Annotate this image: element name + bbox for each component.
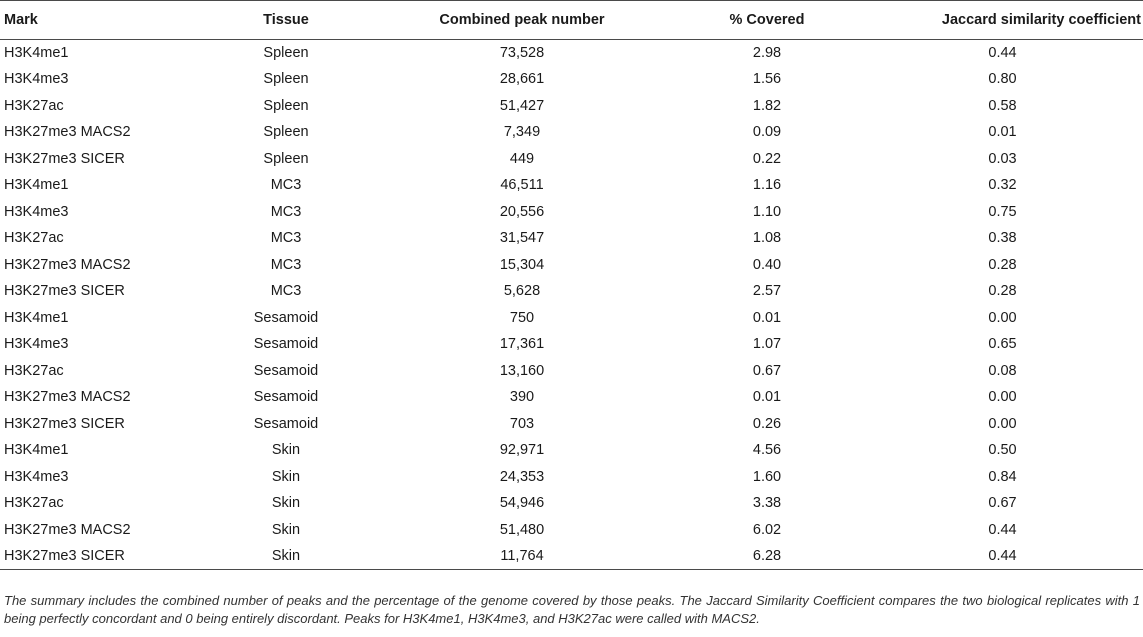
mark-cell: H3K27ac (4, 495, 64, 512)
jaccard-cell: 0.01 (988, 124, 1017, 141)
tissue-cell: MC3 (270, 283, 302, 300)
jaccard-cell: 0.44 (988, 521, 1017, 538)
table-row (0, 225, 1143, 252)
jaccard-cell: 0.80 (988, 71, 1017, 88)
percent-covered-cell: 6.02 (752, 521, 782, 538)
percent-covered-cell: 3.38 (752, 495, 782, 512)
tissue-cell: Sesamoid (253, 415, 319, 432)
header-mark: Mark (0, 1, 200, 40)
peak-number-cell: 13,160 (499, 362, 545, 379)
mark-cell: H3K27me3 MACS2 (4, 521, 131, 538)
tissue-cell: Skin (271, 442, 301, 459)
jaccard-cell: 0.38 (988, 230, 1017, 247)
mark-cell: H3K27me3 SICER (4, 415, 125, 432)
mark-cell: H3K4me3 (4, 336, 69, 353)
peak-number-cell: 24,353 (499, 468, 545, 485)
table-footnote: The summary includes the combined number of peaks and the percentage of the genome covered by those peaks. The Jaccard Similarity Coefficient compares the two biological replicates with 1 being perfectly concordant and 0 being entirely discordant. Peaks for H3K4me1, H3K4me3, and H3K27ac were called with MACS2. (4, 593, 1140, 626)
percent-covered-cell: 6.28 (672, 543, 862, 570)
percent-covered-cell: 0.01 (752, 389, 782, 406)
mark-cell: H3K4me3 (4, 468, 69, 485)
tissue-cell: Spleen (263, 45, 309, 61)
table-row (0, 331, 1143, 358)
mark-cell: H3K4me1 (4, 309, 69, 326)
table-row (0, 358, 1143, 385)
jaccard-cell: 0.58 (988, 97, 1017, 114)
percent-covered-cell: 0.22 (752, 150, 782, 167)
jaccard-cell: 0.44 (988, 45, 1017, 61)
jaccard-cell: 0.50 (988, 442, 1017, 459)
peak-number-cell: 17,361 (499, 336, 545, 353)
table-row (0, 199, 1143, 226)
table-row (0, 119, 1143, 146)
peak-number-cell: 31,547 (499, 230, 545, 247)
mark-cell: H3K4me1 (4, 442, 69, 459)
jaccard-cell: 0.00 (988, 415, 1017, 432)
jaccard-cell: 0.67 (988, 495, 1017, 512)
jaccard-cell: 0.28 (988, 256, 1017, 273)
header-jaccard: Jaccard similarity coefficient (862, 1, 1143, 40)
table-row (0, 490, 1143, 517)
table-row (0, 411, 1143, 438)
peak-number-cell: 51,427 (499, 97, 545, 114)
percent-covered-cell: 1.08 (752, 230, 782, 247)
jaccard-cell: 0.32 (988, 177, 1017, 194)
table-row (0, 40, 1143, 67)
mark-cell: H3K27ac (4, 230, 64, 247)
tissue-cell: Skin (271, 468, 301, 485)
tissue-cell: MC3 (270, 230, 302, 247)
table-body (0, 40, 1143, 570)
table-row (0, 517, 1143, 544)
percent-covered-cell: 2.98 (752, 45, 782, 61)
tissue-cell: Sesamoid (253, 309, 319, 326)
tissue-cell: Spleen (263, 71, 309, 88)
tissue-cell: MC3 (270, 203, 302, 220)
jaccard-cell: 0.84 (988, 468, 1017, 485)
table-row (0, 543, 1143, 570)
mark-cell: H3K27ac (4, 362, 64, 379)
percent-covered-cell: 1.56 (752, 71, 782, 88)
jaccard-cell: 0.44 (862, 543, 1143, 570)
tissue-cell: Skin (200, 543, 372, 570)
mark-cell: H3K27me3 SICER (4, 150, 125, 167)
table-row (0, 252, 1143, 279)
percent-covered-cell: 0.40 (752, 256, 782, 273)
jaccard-cell: 0.08 (988, 362, 1017, 379)
peak-number-cell: 46,511 (500, 177, 544, 194)
percent-covered-cell: 1.60 (752, 468, 782, 485)
peak-number-cell: 703 (509, 415, 535, 432)
jaccard-cell: 0.03 (988, 150, 1017, 167)
jaccard-cell: 0.28 (988, 283, 1017, 300)
table-header-row (0, 1, 1143, 40)
tissue-cell: Skin (271, 521, 301, 538)
mark-cell: H3K27me3 SICER (0, 543, 200, 570)
peak-number-cell: 20,556 (499, 203, 545, 220)
percent-covered-cell: 1.07 (752, 336, 782, 353)
peak-number-cell: 390 (509, 389, 535, 406)
peak-number-cell: 7,349 (503, 124, 541, 141)
jaccard-cell: 0.00 (988, 309, 1017, 326)
header-tissue: Tissue (200, 1, 372, 40)
jaccard-cell: 0.00 (988, 389, 1017, 406)
table-row (0, 464, 1143, 491)
table-row (0, 384, 1143, 411)
tissue-cell: MC3 (270, 256, 302, 273)
peak-number-cell: 54,946 (499, 495, 545, 512)
header-percent-covered: % Covered (672, 1, 862, 40)
mark-cell: H3K27me3 MACS2 (4, 124, 131, 141)
percent-covered-cell: 0.09 (752, 124, 782, 141)
table-row (0, 146, 1143, 173)
peak-number-cell: 15,304 (499, 256, 545, 273)
tissue-cell: Spleen (263, 97, 309, 114)
peak-number-cell: 750 (509, 309, 535, 326)
mark-cell: H3K4me3 (4, 71, 69, 88)
peak-number-cell: 28,661 (499, 71, 545, 88)
percent-covered-cell: 1.82 (752, 97, 782, 114)
percent-covered-cell: 1.10 (752, 203, 782, 220)
table-row (0, 437, 1143, 464)
tissue-cell: Spleen (263, 150, 309, 167)
percent-covered-cell: 1.16 (752, 177, 782, 194)
header-combined-peak-number: Combined peak number (372, 1, 672, 40)
mark-cell: H3K4me1 (4, 45, 69, 61)
tissue-cell: Sesamoid (253, 362, 319, 379)
percent-covered-cell: 0.01 (752, 309, 782, 326)
tissue-cell: MC3 (270, 177, 302, 194)
mark-cell: H3K4me1 (4, 177, 69, 194)
table-row (0, 93, 1143, 120)
percent-covered-cell: 0.67 (752, 362, 782, 379)
tissue-cell: Sesamoid (253, 389, 319, 406)
mark-cell: H3K4me3 (4, 203, 69, 220)
percent-covered-cell: 4.56 (752, 442, 782, 459)
mark-cell: H3K27ac (4, 97, 64, 114)
tissue-cell: Sesamoid (253, 336, 319, 353)
peak-number-cell: 92,971 (499, 442, 545, 459)
peak-number-cell: 73,528 (499, 45, 545, 61)
table-row (0, 278, 1143, 305)
mark-cell: H3K27me3 MACS2 (4, 256, 131, 273)
peak-number-cell: 51,480 (499, 521, 545, 538)
peak-number-cell: 449 (509, 150, 535, 167)
percent-covered-cell: 0.26 (752, 415, 782, 432)
table-row (0, 172, 1143, 199)
jaccard-cell: 0.75 (988, 203, 1017, 220)
tissue-cell: Spleen (263, 124, 309, 141)
table-row (0, 305, 1143, 332)
mark-cell: H3K27me3 MACS2 (4, 389, 131, 406)
table-row (0, 66, 1143, 93)
percent-covered-cell: 2.57 (752, 283, 782, 300)
mark-cell: H3K27me3 SICER (4, 283, 125, 300)
peak-number-cell: 5,628 (503, 283, 541, 300)
peak-number-cell: 11,764 (372, 543, 672, 570)
jaccard-cell: 0.65 (988, 336, 1017, 353)
tissue-cell: Skin (271, 495, 301, 512)
